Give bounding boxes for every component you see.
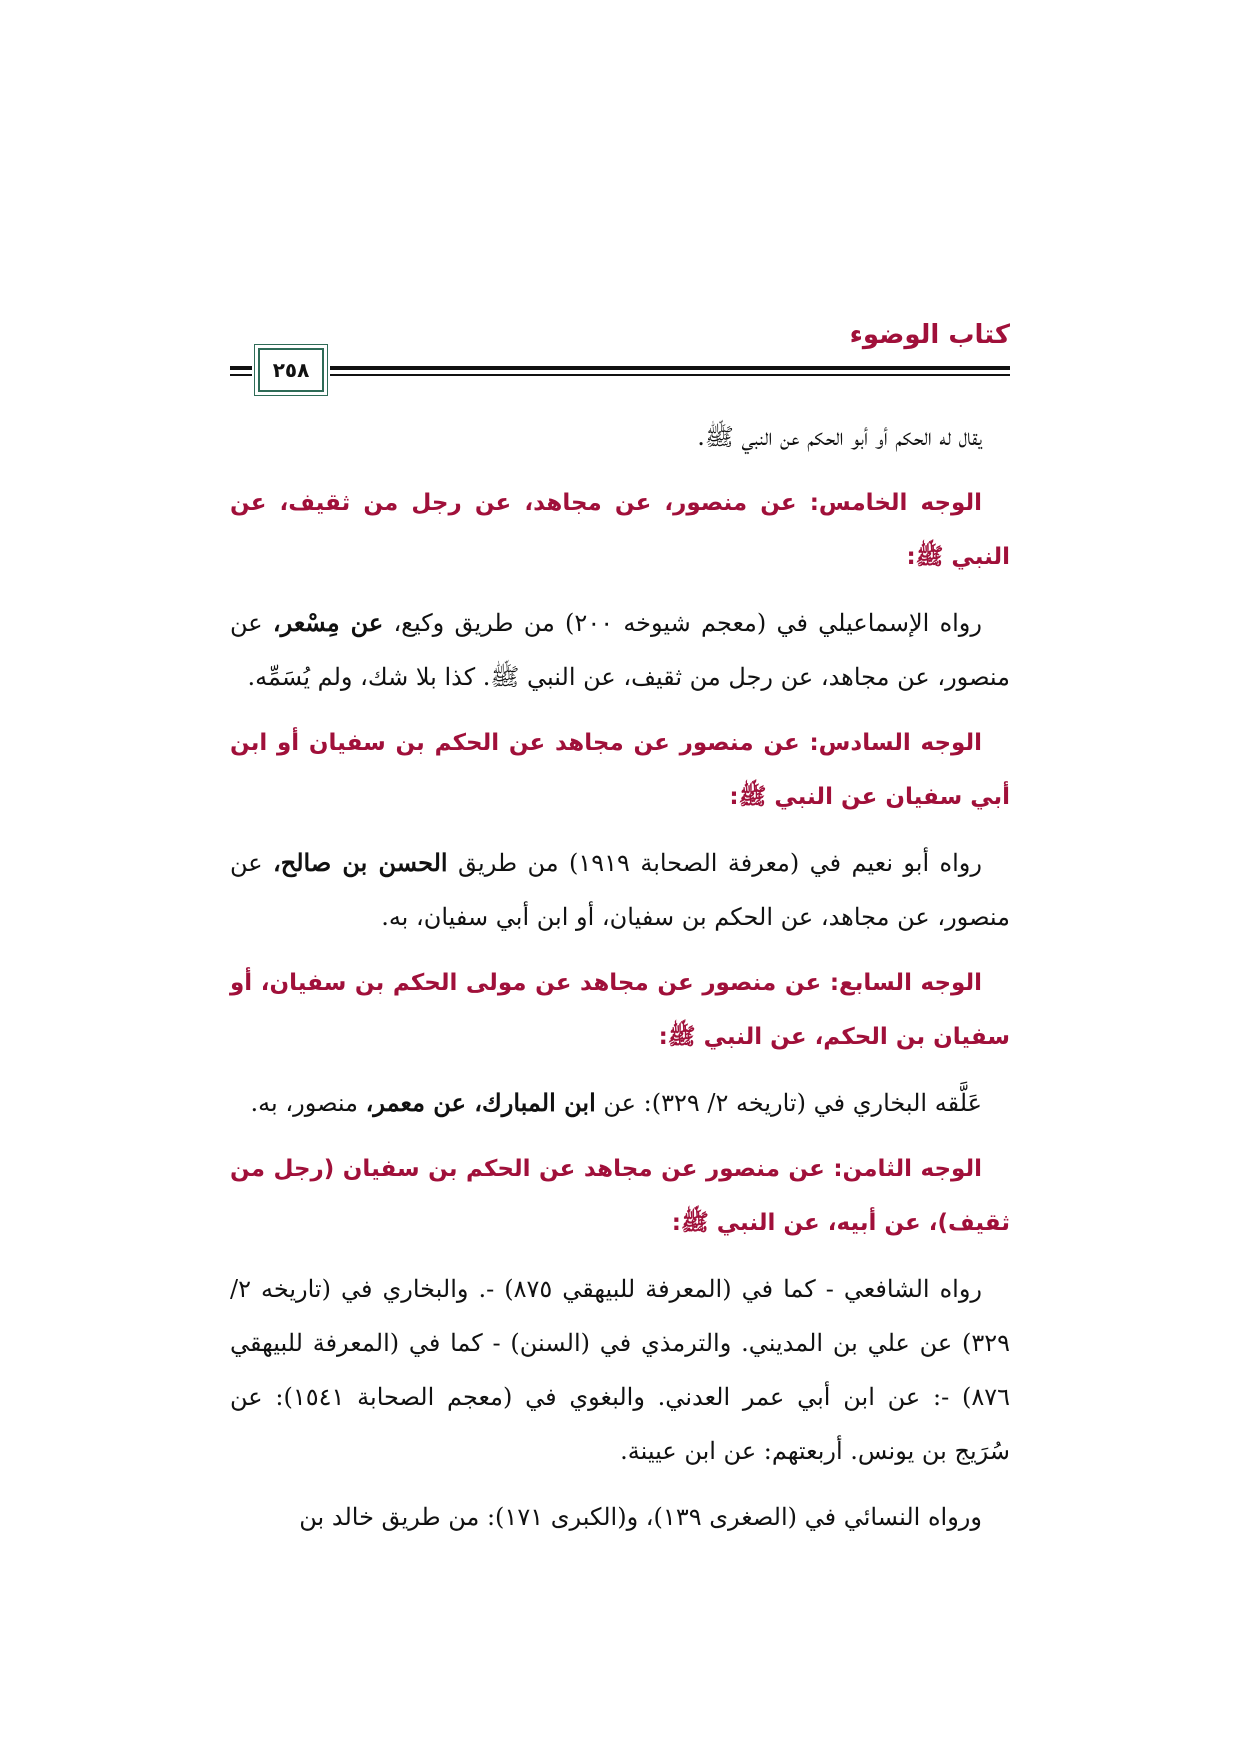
text: عن منصور، عن مجاهد، عن رجل من ثقيف، عن النبي ﷺ. كذا بلا شك، ولم يُسَمِّه. — [230, 609, 1010, 691]
header-rule-left-thick — [230, 366, 252, 370]
narrator-name: ابن المبارك، عن معمر، — [365, 1088, 596, 1117]
text: منصور، به. — [250, 1089, 358, 1117]
text: عن منصور، عن مجاهد، عن الحكم بن سفيان، أو ابن أبي سفيان، به. — [230, 849, 1010, 931]
page-body — [230, 410, 1010, 1556]
paragraph-fifth — [230, 596, 1010, 704]
paragraph-continuation — [230, 410, 1010, 464]
page-header — [230, 318, 1010, 386]
page-number: ٢٥٨ — [272, 358, 310, 382]
paragraph-eighth: رواه الشافعي - كما في (المعرفة للبيهقي ٨٧٥) -. والبخاري في (تاريخه ٢/ ٣٢٩) عن علي بن المديني. والترمذي في (السنن) - كما في (المعرفة للبيهقي ٨٧٦) -: عن ابن أبي عمر العدني. والبغوي في (معجم الصحابة ١٥٤١): عن سُرَيج بن يونس. أربعتهم: عن ابن عيينة. — [230, 1275, 1010, 1465]
section-heading-sixth: الوجه السادس: عن منصور عن مجاهد عن الحكم بن سفيان أو ابن أبي سفيان عن النبي ﷺ: — [230, 730, 1010, 810]
section-heading-fifth: الوجه الخامس: عن منصور، عن مجاهد، عن رجل من ثقيف، عن النبي ﷺ: — [230, 490, 1010, 570]
paragraph-ninth: ورواه النسائي في (الصغرى ١٣٩)، و(الكبرى ١٧١): من طريق خالد بن — [299, 1503, 982, 1531]
header-rule-left-thin — [230, 374, 252, 376]
text: رواه الإسماعيلي في (معجم شيوخه ٢٠٠) من طريق وكيع، — [393, 609, 982, 637]
header-rule-thin — [330, 374, 1010, 376]
text: رواه أبو نعيم في (معرفة الصحابة ١٩١٩) من طريق — [458, 849, 982, 877]
narrator-name: عن مِسْعر، — [272, 608, 384, 637]
paragraph-seventh — [230, 1076, 1010, 1130]
page-number-frame — [258, 348, 324, 392]
section-heading-eighth: الوجه الثامن: عن منصور عن مجاهد عن الحكم بن سفيان (رجل من ثقيف)، عن أبيه، عن النبي ﷺ: — [230, 1156, 1010, 1236]
text: يقال له الحكم أو أبو الحكم عن النبي ﷺ. — [697, 423, 982, 451]
text: عَلَّقه البخاري في (تاريخه ٢/ ٣٢٩): عن — [603, 1089, 982, 1117]
section-heading-seventh: الوجه السابع: عن منصور عن مجاهد عن مولى الحكم بن سفيان، أو سفيان بن الحكم، عن النبي ﷺ: — [230, 970, 1010, 1050]
paragraph-sixth — [230, 836, 1010, 944]
narrator-name: الحسن بن صالح، — [273, 848, 448, 877]
running-title: كتاب الوضوء — [849, 320, 1010, 350]
header-rule-thick — [330, 366, 1010, 370]
